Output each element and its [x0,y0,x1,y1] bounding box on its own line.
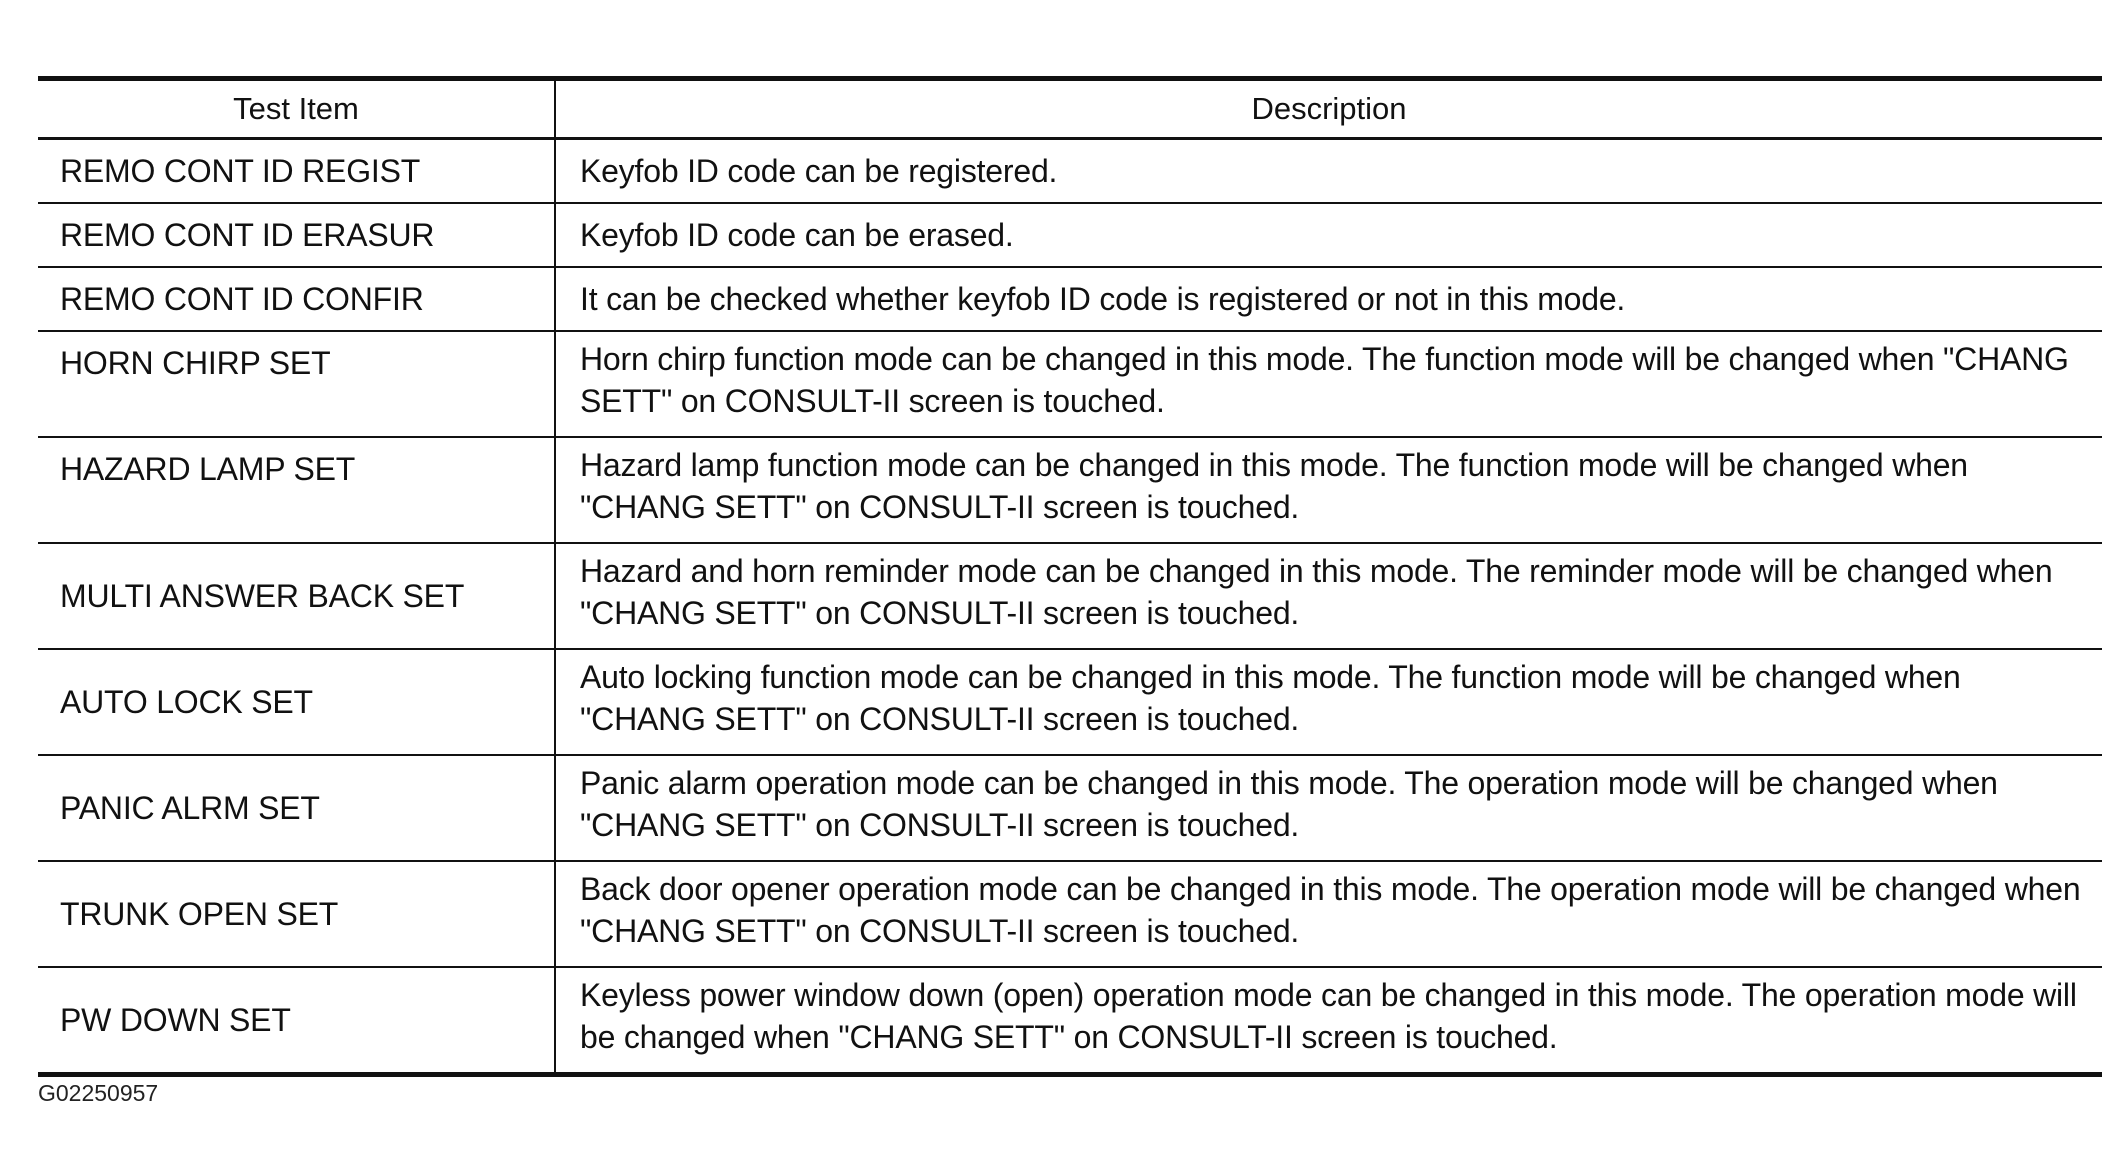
table-row [38,267,2102,331]
description-cell: Horn chirp function mode can be changed in this mode. The function mode will be changed when "CHANG SETT" on CONSULT-II screen is touched. [555,331,2102,437]
table-row [38,331,2102,437]
table-row [38,649,2102,755]
description-cell: Panic alarm operation mode can be changed in this mode. The operation mode will be changed when "CHANG SETT" on CONSULT-II screen is touched. [555,755,2102,861]
table-row [38,755,2102,861]
test-item-cell: REMO CONT ID ERASUR [38,203,555,267]
test-item-cell: HORN CHIRP SET [38,331,555,437]
figure-code: G02250957 [38,1080,159,1106]
table-row [38,203,2102,267]
test-item-cell: REMO CONT ID CONFIR [38,267,555,331]
test-item-cell: AUTO LOCK SET [38,649,555,755]
test-item-cell: TRUNK OPEN SET [38,861,555,967]
description-cell: Auto locking function mode can be changed in this mode. The function mode will be changed when "CHANG SETT" on CONSULT-II screen is touched. [555,649,2102,755]
table-row [38,543,2102,649]
table-row [38,967,2102,1075]
table-header-row [38,79,2102,139]
description-cell: It can be checked whether keyfob ID code is registered or not in this mode. [555,267,2102,331]
test-item-cell: PANIC ALRM SET [38,755,555,861]
description-cell: Back door opener operation mode can be changed in this mode. The operation mode will be changed when "CHANG SETT" on CONSULT-II screen is touched. [555,861,2102,967]
test-item-cell: PW DOWN SET [38,967,555,1075]
table-row [38,437,2102,543]
description-cell: Keyfob ID code can be registered. [555,139,2102,204]
table-row [38,139,2102,204]
description-cell: Keyfob ID code can be erased. [555,203,2102,267]
test-item-cell: HAZARD LAMP SET [38,437,555,543]
description-cell: Hazard lamp function mode can be changed in this mode. The function mode will be changed when "CHANG SETT" on CONSULT-II screen is touched. [555,437,2102,543]
table-row [38,861,2102,967]
test-item-table [38,76,2102,1077]
description-cell: Keyless power window down (open) operation mode can be changed in this mode. The operation mode will be changed when "CHANG SETT" on CONSULT-II screen is touched. [580,977,2077,1055]
test-item-cell: MULTI ANSWER BACK SET [38,543,555,649]
header-description: Description [555,79,2102,139]
header-test-item: Test Item [38,79,555,139]
test-item-cell: REMO CONT ID REGIST [38,139,555,204]
description-cell: Hazard and horn reminder mode can be changed in this mode. The reminder mode will be changed when "CHANG SETT" on CONSULT-II screen is touched. [555,543,2102,649]
